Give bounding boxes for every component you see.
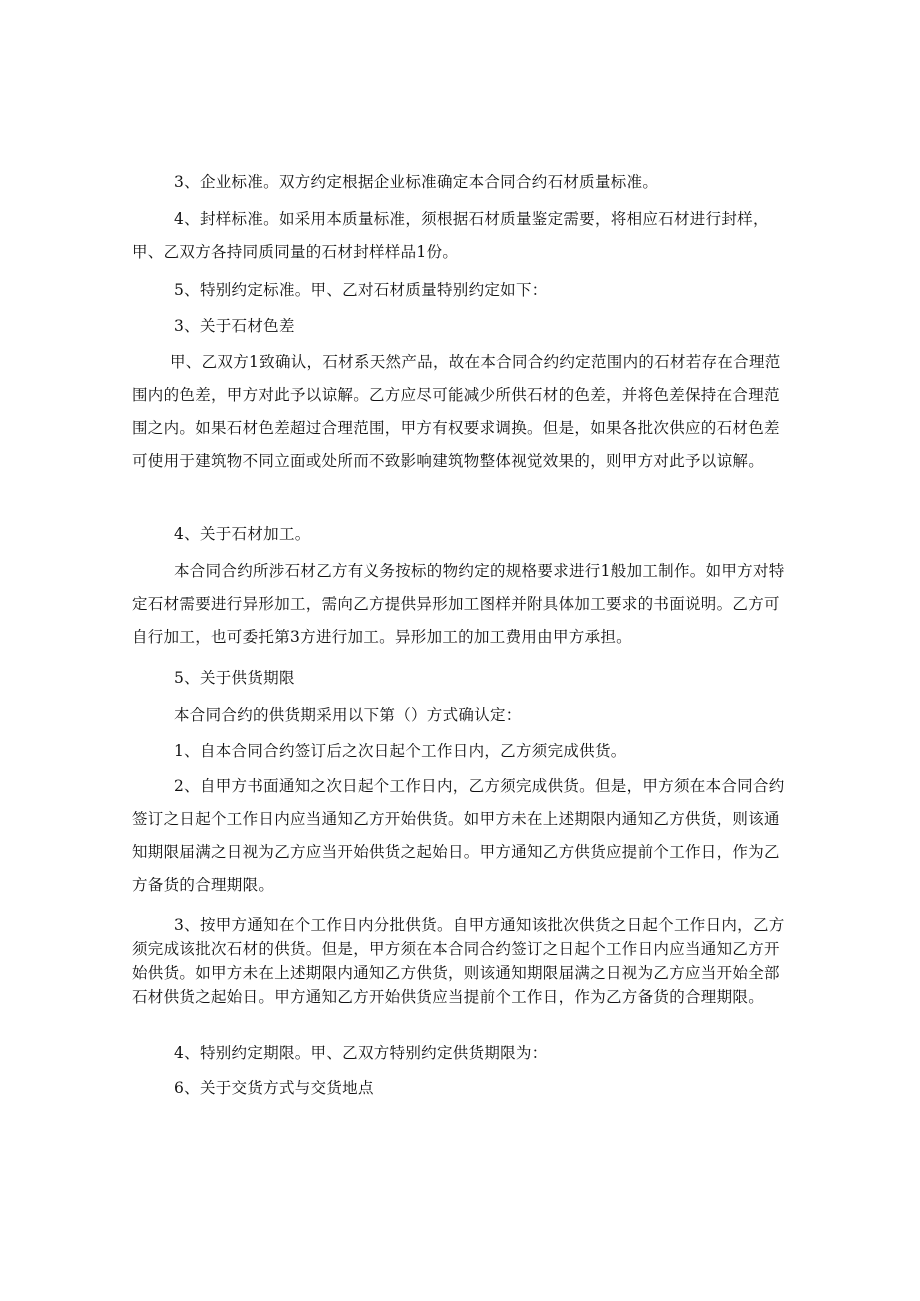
paragraph-stone-processing: 本合同合约所涉石材乙方有义务按标的物约定的规格要求进行1般加工制作。如甲方对特定石材需要进行异形加工，需向乙方提供异形加工图样并附具体加工要求的书面说明。乙方可自行加工，也可委托第3方进行加工。异形加工的加工费用由甲方承担。 <box>132 562 785 646</box>
paragraph-special-standard: 5、特别约定标准。甲、乙对石材质量特别约定如下： <box>174 281 548 299</box>
heading-delivery: 6、关于交货方式与交货地点 <box>174 1079 374 1097</box>
heading-color-difference: 3、关于石材色差 <box>174 317 295 335</box>
paragraph-enterprise-standard: 3、企业标准。双方约定根据企业标准确定本合同合约石材质量标准。 <box>174 173 659 191</box>
paragraph-supply-option-2: 2、自甲方书面通知之次日起个工作日内，乙方须完成供货。但是，甲方须在本合同合约签订之日起个工作日内应当通知乙方开始供货。如甲方未在上述期限内通知乙方供货，则该通知期限届满之日视为乙方应当开始供货之起始日。甲方通知乙方供货应提前个工作日，作为乙方备货的合理期限。 <box>132 777 785 894</box>
heading-supply-period: 5、关于供货期限 <box>174 669 295 687</box>
paragraph-supply-option-1: 1、自本合同合约签订后之次日起个工作日内，乙方须完成供货。 <box>174 742 627 760</box>
paragraph-special-period: 4、特别约定期限。甲、乙双方特别约定供货期限为： <box>174 1044 548 1062</box>
paragraph-supply-option-3: 3、按甲方通知在个工作日内分批供货。自甲方通知该批次供货之日起个工作日内，乙方须完成该批次石材的供货。但是，甲方须在本合同合约签订之日起个工作日内应当通知乙方开始供货。如甲方未在上述期限内通知乙方供货，则该通知期限届满之日视为乙方应当开始全部石材供货之起始日。甲方通知乙方开始供货应当提前个工作日，作为乙方备货的合理期限。 <box>132 916 785 1006</box>
paragraph-supply-method: 本合同合约的供货期采用以下第（）方式确认定： <box>174 706 522 724</box>
paragraph-sealed-sample-standard: 4、封样标准。如采用本质量标准，须根据石材质量鉴定需要，将相应石材进行封样，甲、乙双方各持同质同量的石材封样样品1份。 <box>132 210 769 261</box>
paragraph-color-difference: 甲、乙双方1致确认，石材系天然产品，故在本合同合约约定范围内的石材若存在合理范围内的色差，甲方对此予以谅解。乙方应尽可能减少所供石材的色差，并将色差保持在合理范围之内。如果石材色差超过合理范围，甲方有权要求调换。但是，如果各批次供应的石材色差可使用于建筑物不同立面或处所而不致影响建筑物整体视觉效果的，则甲方对此予以谅解。 <box>132 353 781 470</box>
heading-stone-processing: 4、关于石材加工。 <box>174 525 311 543</box>
